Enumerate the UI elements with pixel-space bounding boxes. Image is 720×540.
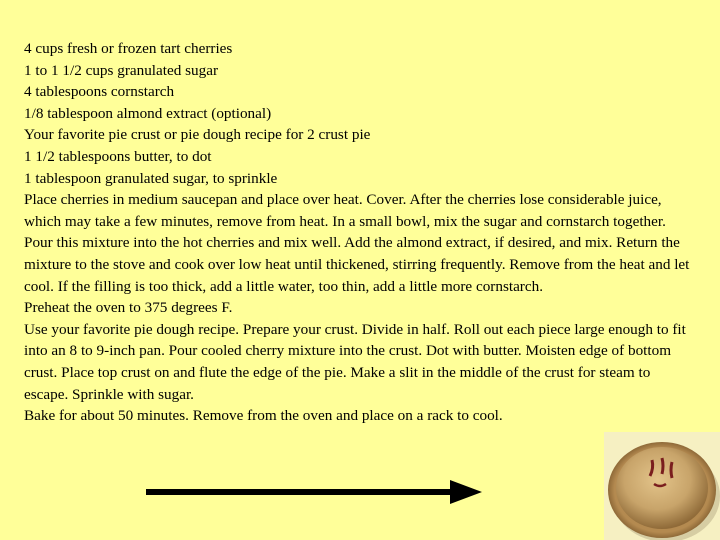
ingredient-line: 1 1/2 tablespoons butter, to dot [24, 147, 212, 165]
pie-image [604, 432, 720, 540]
right-arrow-icon [144, 478, 484, 506]
ingredient-line: 4 tablespoons cornstarch [24, 83, 175, 101]
instruction-paragraph: Use your favorite pie dough recipe. Prepare your crust. Divide in half. Roll out each piece large enough to fit into an 8 to 9-inch pan. Pour cooled cherry mixture into the crust. Dot with butter. Moisten edge of bottom crust. Place top crust on and flute the edge of the pie. Make a slit in the middle of the crust for steam to escape. Sprinkle with sugar. [24, 320, 686, 403]
ingredient-line: 1/8 tablespoon almond extract (optional) [24, 104, 272, 122]
pie-slit [662, 458, 663, 474]
ingredient-line: 1 tablespoon granulated sugar, to sprinkle [24, 169, 278, 187]
ingredient-line: 1 to 1 1/2 cups granulated sugar [24, 61, 219, 79]
instruction-paragraph: Bake for about 50 minutes. Remove from the oven and place on a rack to cool. [24, 407, 503, 425]
instruction-paragraph: Preheat the oven to 375 degrees F. [24, 299, 233, 317]
ingredient-line: 4 cups fresh or frozen tart cherries [24, 40, 233, 57]
ingredient-line: Your favorite pie crust or pie dough recipe for 2 crust pie [24, 126, 371, 144]
instruction-paragraph: Place cherries in medium saucepan and place over heat. Cover. After the cherries lose considerable juice, which may take a few minutes, remove from heat. In a small bowl, mix the sugar and cornstarch together. Pour this mixture into the hot cherries and mix well. Add the almond extract, if desired, and mix. Return the mixture to the stove and cook over low heat until thickened, stirring frequently. Remove from the heat and let cool. If the filling is too thick, add a little water, too thin, add a little more cornstarch. [24, 191, 690, 295]
arrow-shaft [146, 489, 452, 495]
recipe-text [24, 38, 692, 427]
arrow-head [450, 480, 482, 504]
pie-slit [671, 462, 672, 478]
